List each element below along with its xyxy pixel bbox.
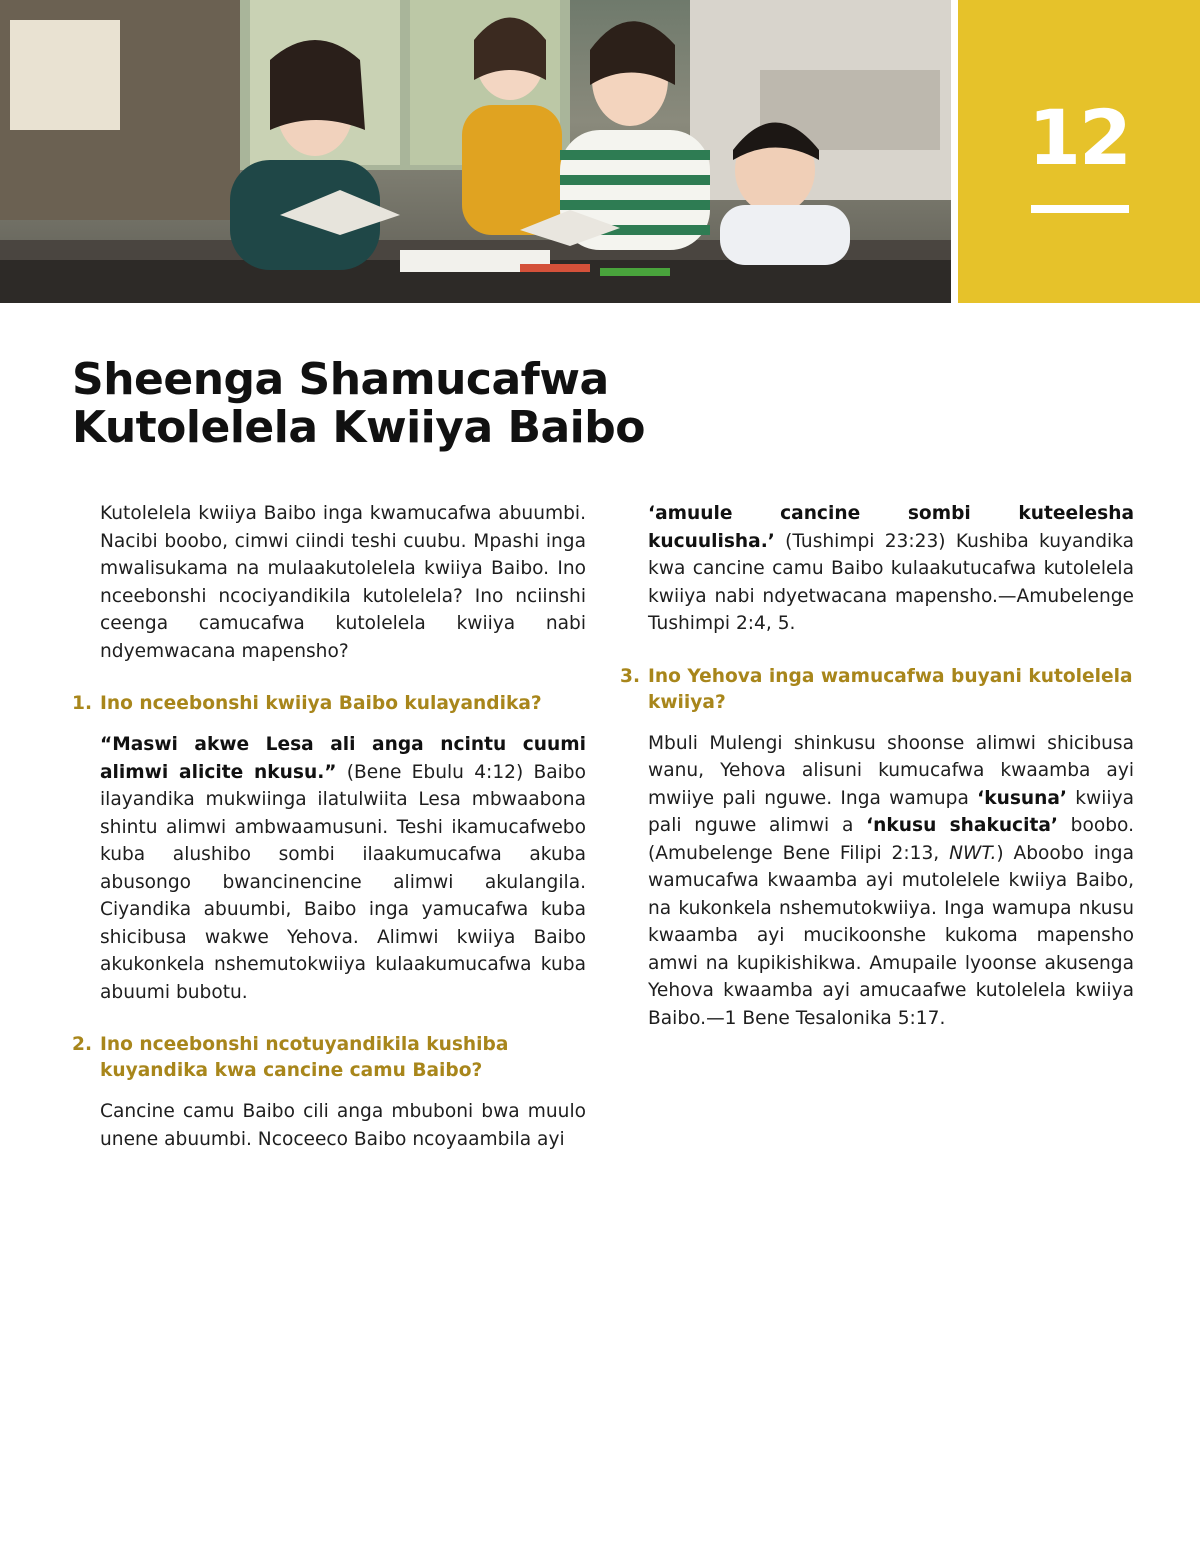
question-2-number: 2.: [72, 1034, 93, 1055]
question-2-heading: [72, 1032, 586, 1084]
right-column: [620, 500, 1134, 1058]
answer-3-text-d: ) Aboobo inga wamucafwa kwaamba ayi mutolelele kwiiya Baibo, na kukonkela nshemutokwiiya. Inga wamupa nkusu kwaamba ayi mucikoonshe kukoma mapensho amwi na kupikishikwa. Amupaile lyoonse akusenga Yehova kwaamba ayi amucaafwe kutolelela kwiiya Baibo.—1 Bene Tesalonika 5:17.: [648, 842, 1134, 1029]
question-3-heading: [620, 664, 1134, 716]
answer-3-text-a: Mbuli Mulengi shinkusu shoonse alimwi shicibusa wanu, Yehova alisuni kumucafwa kwaamba ayi mwiiye pali nguwe. Inga wamupa: [648, 732, 1134, 809]
answer-1-paragraph: [72, 731, 586, 1006]
answer-2-paragraph-start: [72, 1098, 586, 1153]
answer-3-text-c: boobo. (Amubelenge Bene Filipi 2:13,: [648, 815, 1135, 864]
page-title-line-1: Sheenga Shamucafwa: [72, 354, 609, 405]
question-1-heading: [72, 691, 586, 717]
answer-2-text-a: Cancine camu Baibo cili anga mbuboni bwa muulo unene abuumbi. Ncoceeco Baibo ncoyaambila ayi: [100, 1101, 586, 1150]
answer-3-italic: NWT.: [949, 842, 997, 864]
hero-photo: [0, 0, 951, 303]
answer-1-text: (Bene Ebulu 4:12) Baibo ilayandika mukwiinga ilatulwiita Lesa mbwaabona shintu alimwi ambwaamusuni. Teshi ikamucafwebo kuba alushibo sombi ilaakumucafwa akuba abusongo bwancinencine alimwi akulangila. Ciyandika abuumbi, Baibo inga yamucafwa kuba shicibusa wakwe Yehova. Alimwi kwiiya Baibo akukonkela nshemutokwiiya kulaakumucafwa kuba abuumi bubotu.: [100, 761, 586, 1003]
question-2-text: Ino nceebonshi ncotuyandikila kushiba kuyandika kwa cancine camu Baibo?: [100, 1034, 509, 1081]
answer-2-text-b: (Tushimpi 23:23) Kushiba kuyandika kwa cancine camu Baibo kulaakutucafwa kutolelela kwiiya nabi ndyetwacana mapensho.—Amubelenge Tushimpi 2:4, 5.: [648, 530, 1134, 634]
answer-3-bold-b: ‘nkusu shakucita’: [866, 815, 1058, 836]
page-title-line-2: Kutolelela Kwiiya Baibo: [72, 401, 645, 453]
question-3-number: 3.: [620, 665, 641, 687]
question-3-text: Ino Yehova inga wamucafwa buyani kutolelela kwiiya?: [648, 665, 1133, 713]
page-title: [72, 356, 772, 451]
lesson-number: 12: [1028, 93, 1130, 182]
question-1-text: Ino nceebonshi kwiiya Baibo kulayandika?: [100, 693, 542, 714]
answer-2-paragraph-continued: [620, 500, 1134, 638]
answer-3-paragraph: [620, 730, 1134, 1033]
answer-3-text-b: kwiiya pali nguwe alimwi a: [648, 787, 1134, 836]
answer-2-quote: ‘amuule cancine sombi kuteelesha kucuulisha.’: [648, 503, 1134, 552]
intro-paragraph: Kutolelela kwiiya Baibo inga kwamucafwa abuumbi. Nacibi boobo, cimwi ciindi teshi cuubu. Mpashi inga mwalisukama na mulaakutolelela kwiiya Baibo. Ino nceebonshi ncociyandikila kutolelela? Ino nciinshi ceenga camucafwa kutolelela kwiiya nabi ndyemwacana mapensho?: [100, 503, 586, 662]
lesson-number-badge: [958, 0, 1200, 303]
answer-3-bold-a: ‘kusuna’: [977, 787, 1067, 809]
left-column: [72, 500, 586, 1179]
answer-1-quote: “Maswi akwe Lesa ali anga ncintu cuumi alimwi alicite nkusu.”: [100, 734, 586, 783]
badge-divider: [1031, 205, 1129, 213]
question-1-number: 1.: [72, 693, 93, 714]
